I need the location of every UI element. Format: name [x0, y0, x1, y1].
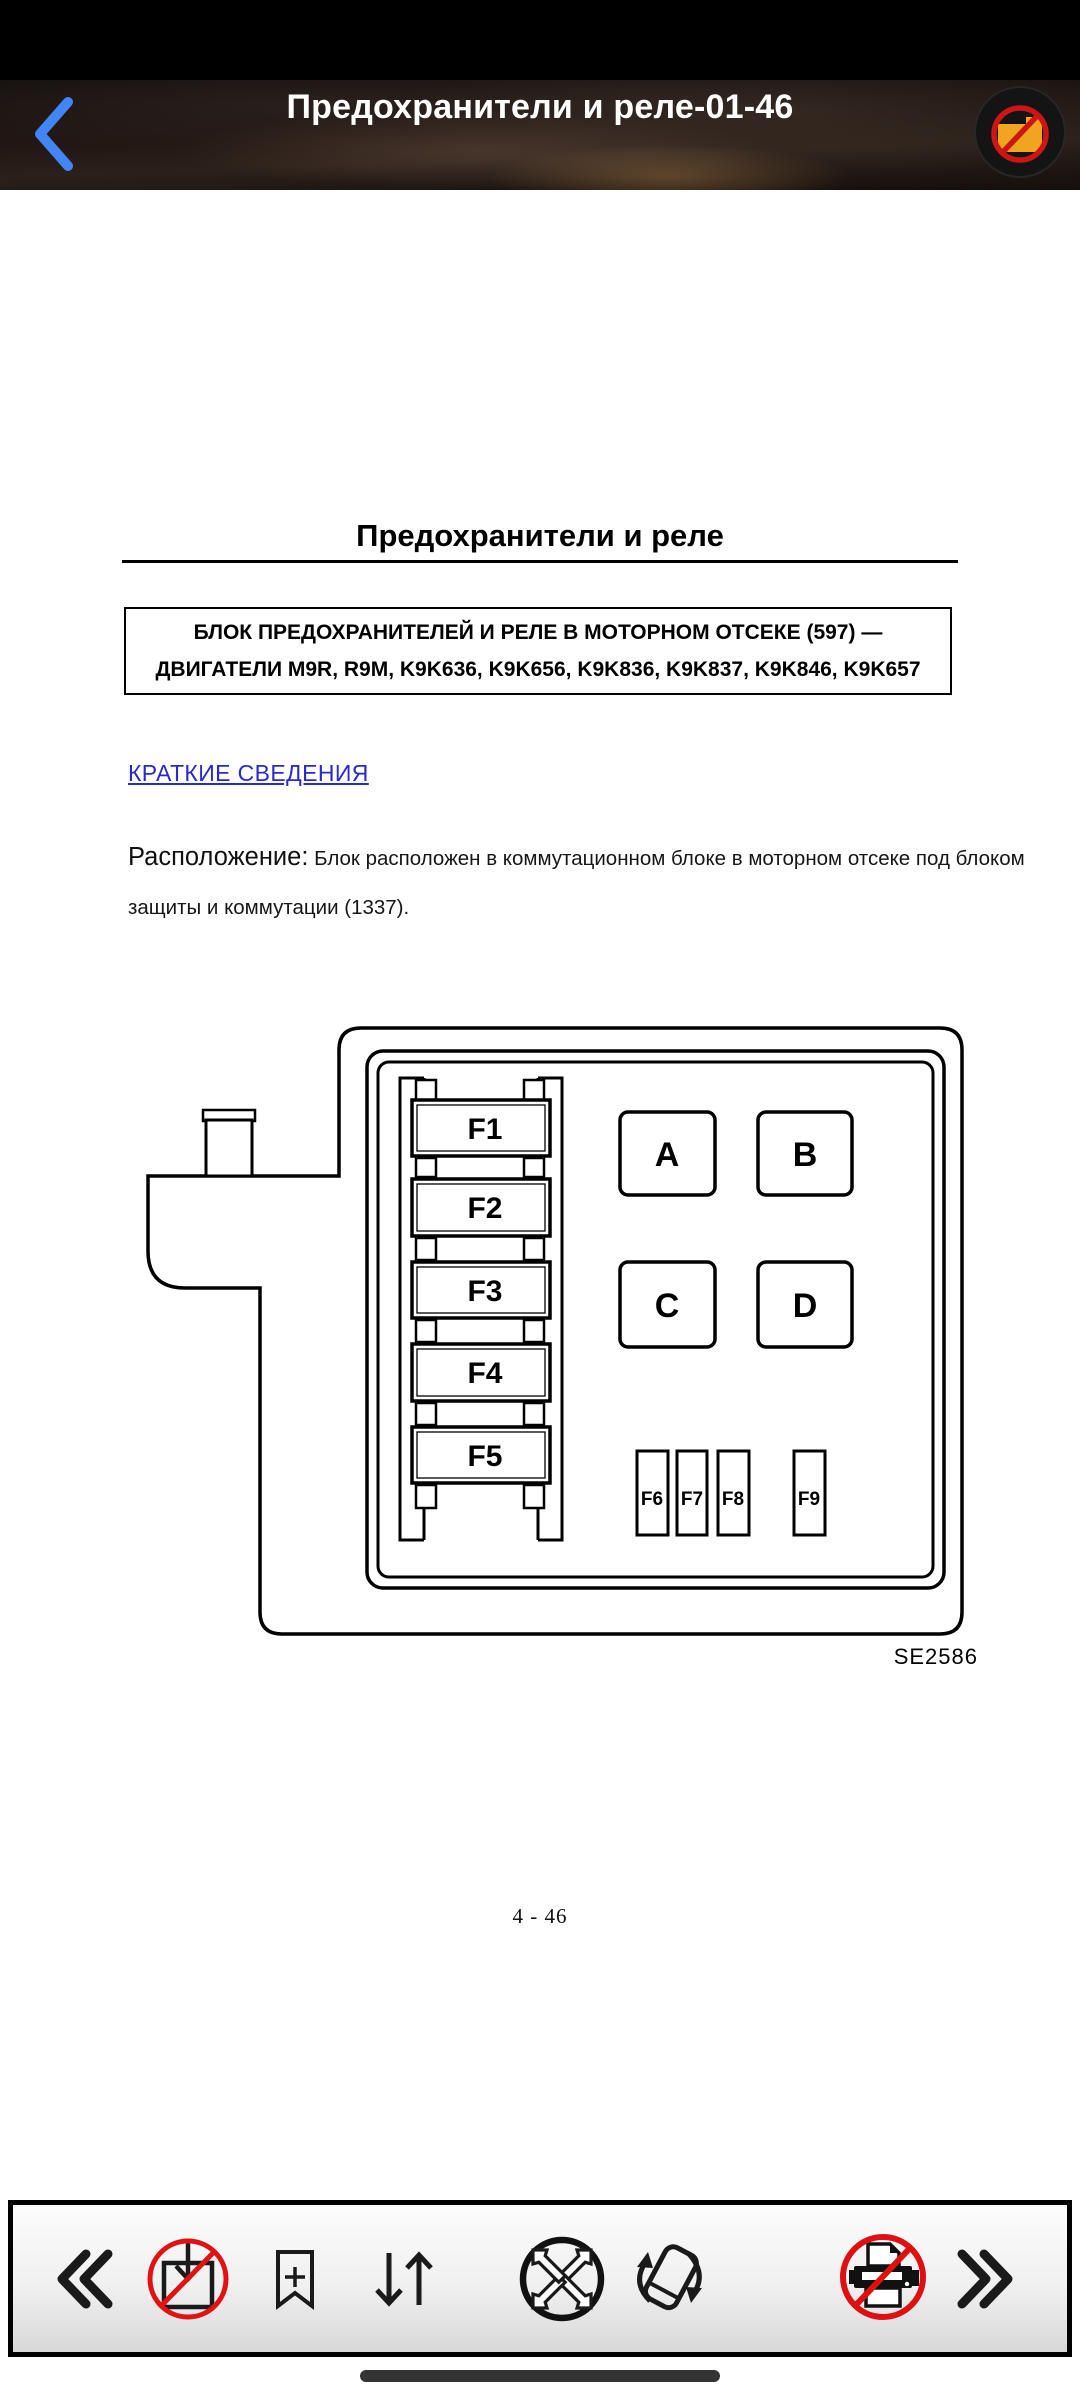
rotate-screen-button[interactable]: [626, 2235, 714, 2323]
print-disabled-button[interactable]: [836, 2232, 930, 2326]
arrows-out-circle-icon: [516, 2233, 608, 2325]
swap-scroll-button[interactable]: [365, 2247, 441, 2311]
fullscreen-button[interactable]: [516, 2233, 608, 2325]
prev-chapter-button[interactable]: [50, 2246, 114, 2312]
page-title: Предохранители и реле-01-46: [286, 88, 794, 126]
section-title-line2: ДВИГАТЕЛИ M9R, R9M, K9K636, K9K656, K9K836, K9K837, K9K846, K9K657: [155, 658, 921, 681]
bottom-toolbar: [8, 2200, 1072, 2357]
fuse-f5-label: F5: [467, 1440, 503, 1473]
fuse-f7-label: F7: [680, 1489, 704, 1510]
fuse-f8-label: F8: [721, 1489, 745, 1510]
bookmark-plus-icon: [264, 2244, 326, 2314]
fuse-f3-label: F3: [467, 1275, 503, 1308]
status-bar: [0, 0, 1080, 80]
bookmark-add-button[interactable]: [264, 2244, 326, 2314]
relay-a-label: A: [654, 1136, 680, 1174]
heading-rule: [122, 560, 958, 563]
relay-b-label: B: [792, 1136, 818, 1174]
document-heading: Предохранители и реле: [356, 518, 724, 553]
next-chapter-button[interactable]: [956, 2246, 1020, 2312]
fuse-f1-label: F1: [467, 1113, 503, 1146]
app-header: [0, 80, 1080, 190]
location-paragraph: [128, 833, 1033, 932]
page-number: 4 - 46: [512, 1904, 568, 1928]
double-chevron-left-icon: [50, 2246, 114, 2312]
figure-code: SE2586: [893, 1644, 978, 1669]
double-chevron-right-icon: [956, 2246, 1020, 2312]
folder-with-ban-icon: [976, 88, 1064, 176]
fuse-f9-label: F9: [797, 1489, 821, 1510]
phone-rotate-icon: [626, 2235, 714, 2323]
folder-blocked-button[interactable]: [974, 86, 1066, 178]
fuse-box-diagram: [137, 1008, 982, 1673]
summary-link[interactable]: КРАТКИЕ СВЕДЕНИЯ: [128, 760, 369, 786]
home-indicator[interactable]: [360, 2370, 720, 2382]
download-ban-icon: [144, 2235, 232, 2323]
fuse-f2-label: F2: [467, 1192, 503, 1225]
location-label: Расположение:: [128, 842, 309, 871]
relay-d-label: D: [792, 1287, 818, 1325]
mounting-tab: [206, 1120, 252, 1176]
arrow-down-up-icon: [365, 2247, 441, 2311]
relay-c-label: C: [654, 1287, 680, 1325]
download-disabled-button[interactable]: [144, 2235, 232, 2323]
section-title-line1: БЛОК ПРЕДОХРАНИТЕЛЕЙ И РЕЛЕ В МОТОРНОМ ОТСЕКЕ (597) —: [193, 621, 883, 644]
fuse-f6-label: F6: [640, 1489, 664, 1510]
printer-ban-icon: [836, 2232, 930, 2326]
section-title-box: [124, 607, 952, 695]
fuse-f4-label: F4: [467, 1357, 503, 1390]
location-text: Блок расположен в коммутационном блоке в моторном отсеке под блоком защиты и коммутации (1337).: [128, 846, 1025, 919]
